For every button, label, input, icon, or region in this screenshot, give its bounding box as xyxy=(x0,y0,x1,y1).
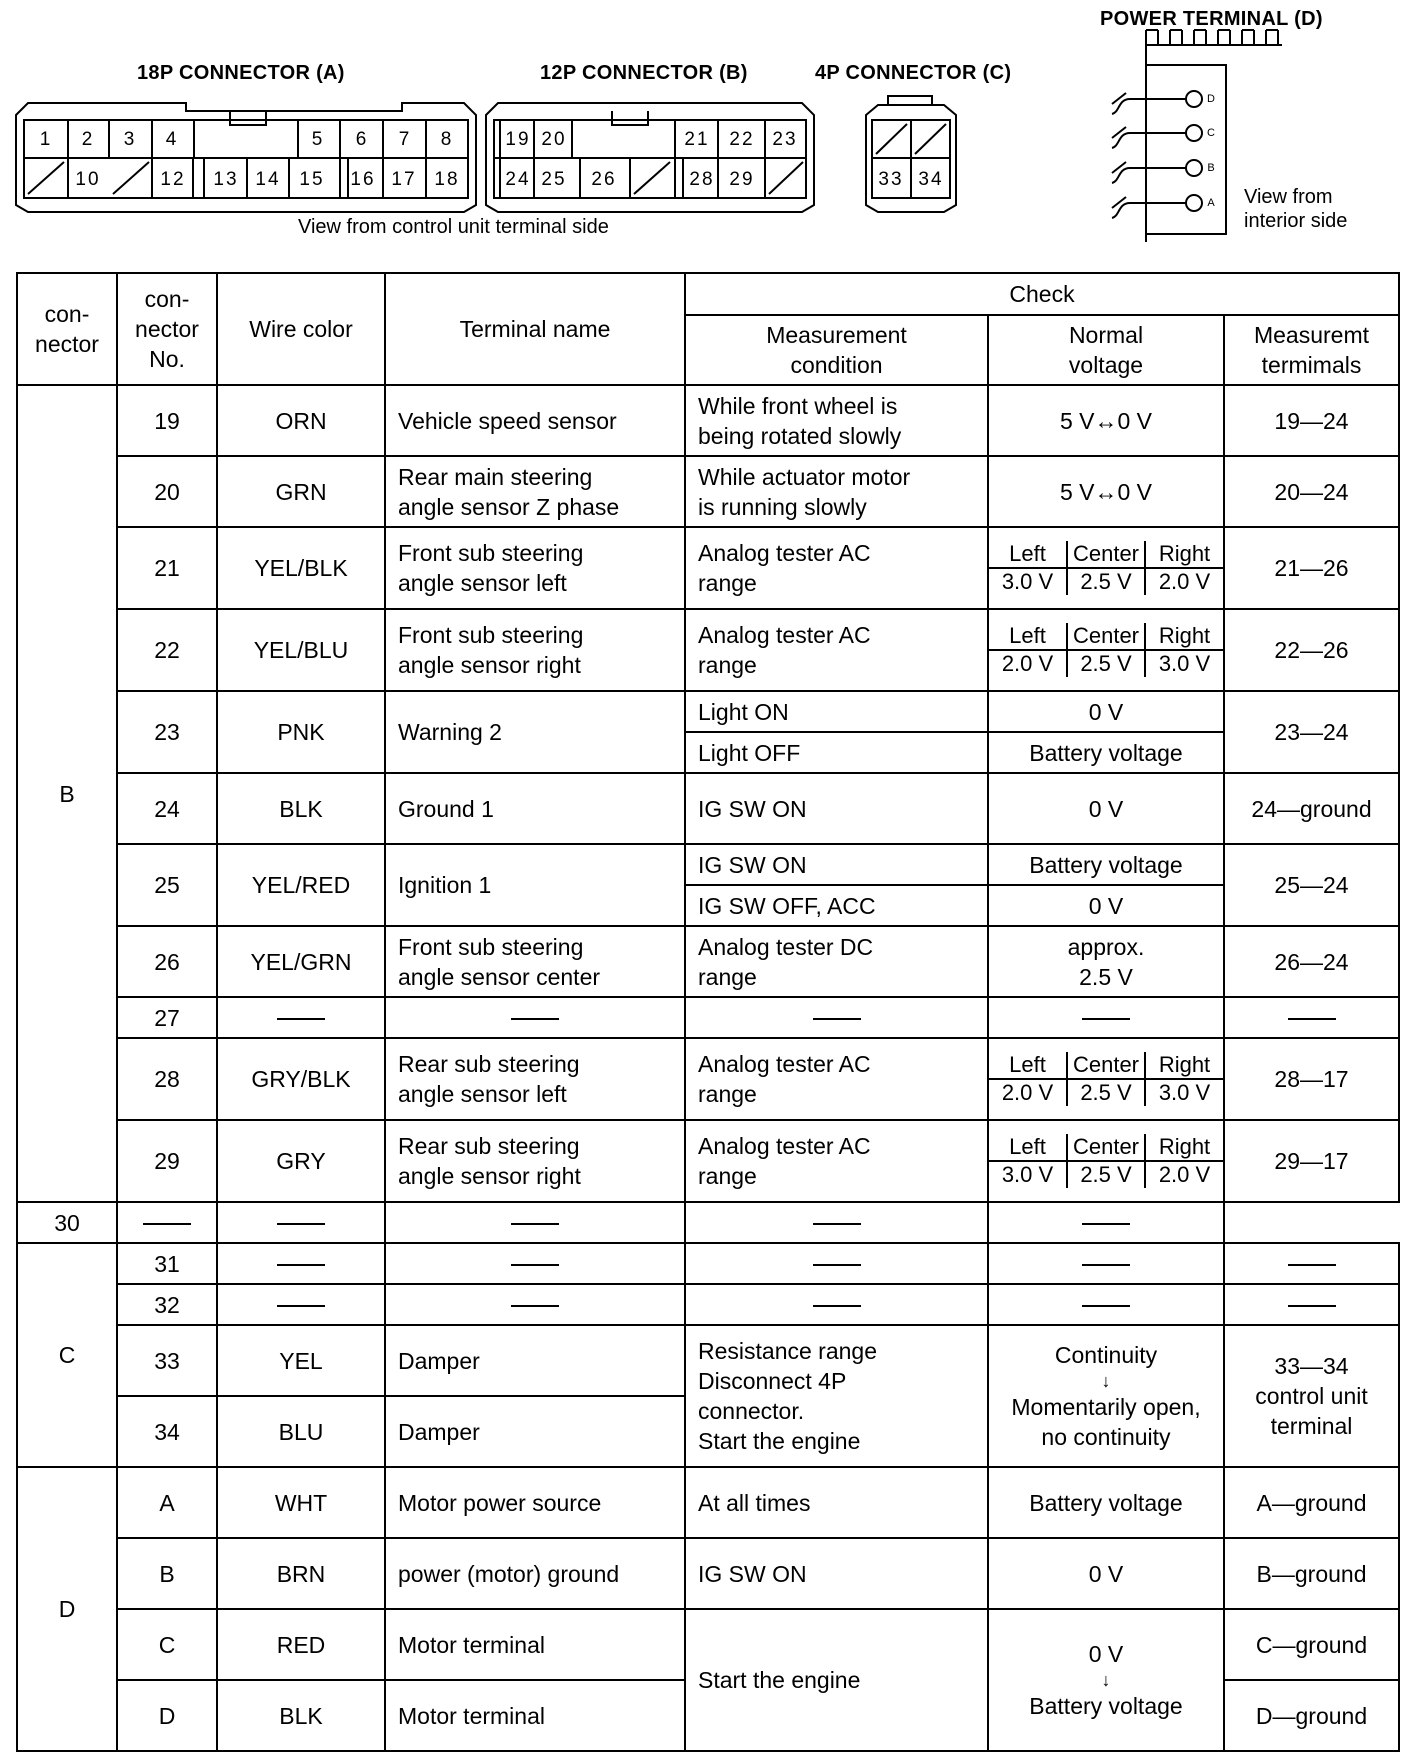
sub-right-label: Right xyxy=(1145,623,1223,650)
empty-dash-cell xyxy=(988,997,1224,1038)
voltage-right: 3.0 V xyxy=(1145,650,1223,677)
condition-cell: Light OFF xyxy=(685,732,988,773)
header-normal-voltage: Normal voltage xyxy=(988,315,1224,385)
connector-group-d: D xyxy=(17,1467,117,1751)
voltage-center: 2.5 V xyxy=(1067,1079,1145,1106)
table-row xyxy=(17,926,1399,997)
dash xyxy=(511,1264,559,1266)
dash xyxy=(813,1305,861,1307)
wire-color-cell: YEL/GRN xyxy=(217,926,385,997)
header-connector-no: con- nector No. xyxy=(117,273,217,385)
down-arrow-icon: ↓ xyxy=(1101,1670,1111,1690)
pin-number-label: 6 xyxy=(355,129,369,150)
terminals-cell: 22—26 xyxy=(1224,609,1399,691)
pin-number-label: 15 xyxy=(299,169,325,190)
wire-color-cell: GRN xyxy=(217,456,385,527)
empty-dash-cell xyxy=(385,1243,685,1284)
pin-cell: D xyxy=(117,1680,217,1751)
dash xyxy=(511,1018,559,1020)
header-wire-color: Wire color xyxy=(217,273,385,385)
wire-color-cell: BLK xyxy=(217,773,385,844)
dash xyxy=(277,1223,325,1225)
down-arrow-icon: ↓ xyxy=(1101,1371,1111,1391)
table-row xyxy=(17,527,1399,609)
terminals-cell: D—ground xyxy=(1224,1680,1399,1751)
terminal-name-cell: Motor terminal xyxy=(385,1680,685,1751)
condition-cell: Analog tester AC range xyxy=(685,527,988,609)
empty-dash-cell xyxy=(385,1202,685,1243)
voltage-after: Battery voltage xyxy=(1029,1693,1183,1719)
pin-number-label: 12 xyxy=(160,169,186,190)
terminals-cell: A—ground xyxy=(1224,1467,1399,1538)
terminal-name-cell: power (motor) ground xyxy=(385,1538,685,1609)
dash xyxy=(277,1018,325,1020)
pin-cell: 22 xyxy=(117,609,217,691)
connector-diagram xyxy=(0,0,1408,260)
empty-dash-cell xyxy=(988,1202,1224,1243)
terminals-cell: 29—17 xyxy=(1224,1120,1399,1202)
pin-number-label: 7 xyxy=(398,129,412,150)
wire-color-cell: YEL/RED xyxy=(217,844,385,926)
empty-dash-cell xyxy=(385,1284,685,1325)
voltage-cell: 0 V xyxy=(988,1538,1224,1609)
sub-left-label: Left xyxy=(989,623,1067,650)
empty-dash-cell xyxy=(1224,997,1399,1038)
pin-number-label: 2 xyxy=(81,129,95,150)
pin-cell: 34 xyxy=(117,1396,217,1467)
header-measurement-terminals: Measuremt termimals xyxy=(1224,315,1399,385)
pin-number-label: 28 xyxy=(689,169,715,190)
sub-center-label: Center xyxy=(1067,623,1145,650)
empty-dash-cell xyxy=(217,1202,385,1243)
voltage-cell: 5 V↔0 V xyxy=(988,456,1224,527)
pin-number-label: 29 xyxy=(729,169,755,190)
pin-number-label: 20 xyxy=(541,129,567,150)
pin-cell: 19 xyxy=(117,385,217,456)
terminals-cell: 21—26 xyxy=(1224,527,1399,609)
table-row xyxy=(17,1609,1399,1680)
pin-cell: 27 xyxy=(117,997,217,1038)
wire-color-cell: YEL xyxy=(217,1325,385,1396)
terminal-name-cell: Front sub steering angle sensor left xyxy=(385,527,685,609)
connector-b-body xyxy=(486,103,814,212)
dash xyxy=(277,1305,325,1307)
pin-cell: 21 xyxy=(117,527,217,609)
pin-cell: A xyxy=(117,1467,217,1538)
table-row xyxy=(17,1538,1399,1609)
voltage-split-cell xyxy=(988,527,1224,609)
voltage-center: 2.5 V xyxy=(1067,1161,1145,1188)
empty-dash-cell xyxy=(988,1284,1224,1325)
pin-cell: 30 xyxy=(17,1202,117,1243)
sub-left-label: Left xyxy=(989,1134,1067,1161)
voltage-cell: 5 V↔0 V xyxy=(988,385,1224,456)
pin-number-label: D xyxy=(1207,93,1217,105)
voltage-cell: 0 V xyxy=(988,885,1224,926)
connector-group-b: B xyxy=(17,385,117,1202)
terminal-name-cell: Warning 2 xyxy=(385,691,685,773)
dash xyxy=(1082,1264,1130,1266)
condition-cell: While front wheel is being rotated slowly xyxy=(685,385,988,456)
voltage-cell: Battery voltage xyxy=(988,844,1224,885)
dash xyxy=(813,1264,861,1266)
pin-cell: 33 xyxy=(117,1325,217,1396)
table-row xyxy=(17,844,1399,885)
dash xyxy=(511,1223,559,1225)
voltage-right: 2.0 V xyxy=(1145,1161,1223,1188)
wire-color-cell: WHT xyxy=(217,1467,385,1538)
empty-dash-cell xyxy=(117,1202,217,1243)
terminal-name-cell: Front sub steering angle sensor center xyxy=(385,926,685,997)
pin-cell: 28 xyxy=(117,1038,217,1120)
terminal-name-cell: Motor terminal xyxy=(385,1609,685,1680)
header-connector: con- nector xyxy=(17,273,117,385)
terminals-cell: 25—24 xyxy=(1224,844,1399,926)
wire-color-cell: YEL/BLK xyxy=(217,527,385,609)
empty-dash-cell xyxy=(685,1284,988,1325)
table-row xyxy=(17,385,1399,456)
voltage-left: 3.0 V xyxy=(1001,1162,1054,1187)
terminal-name-cell: Rear sub steering angle sensor right xyxy=(385,1120,685,1202)
dash xyxy=(813,1018,861,1020)
pin-number-label: 18 xyxy=(434,169,460,190)
condition-cell: Light ON xyxy=(685,691,988,732)
pin-number-label: 34 xyxy=(918,169,944,190)
condition-cell: Analog tester DC range xyxy=(685,926,988,997)
pin-cell: 29 xyxy=(117,1120,217,1202)
connector-c-body xyxy=(866,96,956,212)
condition-cell: IG SW ON xyxy=(685,1538,988,1609)
condition-cell: While actuator motor is running slowly xyxy=(685,456,988,527)
voltage-before: Continuity xyxy=(1054,1342,1158,1368)
terminal-name-cell: Vehicle speed sensor xyxy=(385,385,685,456)
voltage-cell: Battery voltage xyxy=(988,1467,1224,1538)
sub-right-label: Right xyxy=(1145,1052,1223,1079)
table-row xyxy=(17,997,1399,1038)
table-row xyxy=(17,1284,1399,1325)
sub-right-label: Right xyxy=(1145,1134,1223,1161)
voltage-cell xyxy=(988,1325,1224,1467)
table-row xyxy=(17,1467,1399,1538)
sub-left-label: Left xyxy=(989,541,1067,568)
table-row xyxy=(17,1243,1399,1284)
connector-b-label: 12P CONNECTOR (B) xyxy=(540,62,748,84)
voltage-cell: 0 V xyxy=(988,691,1224,732)
terminals-cell: 20—24 xyxy=(1224,456,1399,527)
terminals-cell: 28—17 xyxy=(1224,1038,1399,1120)
pin-number-label: 26 xyxy=(591,169,617,190)
wire-color-cell: PNK xyxy=(217,691,385,773)
wire-color-cell: RED xyxy=(217,1609,385,1680)
pin-number-label: 23 xyxy=(772,129,798,150)
pin-number-label: 21 xyxy=(684,129,710,150)
voltage-left: 2.0 V xyxy=(1001,1080,1054,1105)
dash xyxy=(1288,1305,1336,1307)
terminal-name-cell: Rear main steering angle sensor Z phase xyxy=(385,456,685,527)
pin-number-label: 22 xyxy=(729,129,755,150)
pin-number-label: 25 xyxy=(541,169,567,190)
dash xyxy=(1082,1305,1130,1307)
dash xyxy=(143,1223,191,1225)
pin-number-label: 1 xyxy=(39,129,53,150)
voltage-cell xyxy=(988,1609,1224,1751)
pin-cell: 25 xyxy=(117,844,217,926)
pin-cell: 24 xyxy=(117,773,217,844)
terminal-spec-table xyxy=(16,272,1400,1752)
table-row xyxy=(17,773,1399,844)
table-row xyxy=(17,1038,1399,1120)
voltage-right: 2.0 V xyxy=(1145,568,1223,595)
terminal-name-cell: Ignition 1 xyxy=(385,844,685,926)
voltage-center: 2.5 V xyxy=(1067,650,1145,677)
wire-color-cell: BLK xyxy=(217,1680,385,1751)
table-row xyxy=(17,1202,1399,1243)
voltage-split-cell xyxy=(988,609,1224,691)
condition-cell: IG SW OFF, ACC xyxy=(685,885,988,926)
voltage-cell: approx. 2.5 V xyxy=(988,926,1224,997)
terminal-name-cell: Motor power source xyxy=(385,1467,685,1538)
condition-cell: Resistance range Disconnect 4P connector. Start the engine xyxy=(685,1325,988,1467)
terminal-name-cell: Front sub steering angle sensor right xyxy=(385,609,685,691)
pin-cell: 20 xyxy=(117,456,217,527)
condition-cell: At all times xyxy=(685,1467,988,1538)
voltage-right: 3.0 V xyxy=(1145,1079,1223,1106)
pin-number-label: A xyxy=(1207,197,1217,209)
empty-dash-cell xyxy=(385,997,685,1038)
dash xyxy=(511,1305,559,1307)
dash xyxy=(1082,1018,1130,1020)
wire-color-cell: GRY xyxy=(217,1120,385,1202)
pin-number-label: 19 xyxy=(505,129,531,150)
terminals-cell: 26—24 xyxy=(1224,926,1399,997)
sub-center-label: Center xyxy=(1067,1052,1145,1079)
pin-number-label: 3 xyxy=(123,129,137,150)
terminals-cell: 19—24 xyxy=(1224,385,1399,456)
pin-number-label: 24 xyxy=(505,169,531,190)
pin-number-label: 16 xyxy=(350,169,376,190)
table-row xyxy=(17,1325,1399,1396)
terminals-cell: 23—24 xyxy=(1224,691,1399,773)
table-row xyxy=(17,609,1399,691)
empty-dash-cell xyxy=(685,997,988,1038)
sub-right-label: Right xyxy=(1145,541,1223,568)
condition-cell: Start the engine xyxy=(685,1609,988,1751)
table-row xyxy=(17,691,1399,732)
pin-cell: C xyxy=(117,1609,217,1680)
sub-center-label: Center xyxy=(1067,541,1145,568)
terminal-name-cell: Damper xyxy=(385,1325,685,1396)
sub-center-label: Center xyxy=(1067,1134,1145,1161)
condition-cell: Analog tester AC range xyxy=(685,1038,988,1120)
condition-cell: IG SW ON xyxy=(685,844,988,885)
voltage-center: 2.5 V xyxy=(1067,568,1145,595)
connector-a-body xyxy=(16,103,476,212)
empty-dash-cell xyxy=(217,1243,385,1284)
voltage-cell: 0 V xyxy=(988,773,1224,844)
empty-dash-cell xyxy=(685,1243,988,1284)
terminals-cell: 33—34 control unit terminal xyxy=(1224,1325,1399,1467)
voltage-left: 3.0 V xyxy=(1001,569,1054,594)
voltage-split-cell xyxy=(988,1120,1224,1202)
pin-cell: 32 xyxy=(117,1284,217,1325)
interior-view-note-line1: View from xyxy=(1244,186,1333,208)
dash xyxy=(277,1264,325,1266)
terminals-cell: C—ground xyxy=(1224,1609,1399,1680)
condition-cell: Analog tester AC range xyxy=(685,609,988,691)
connector-c-label: 4P CONNECTOR (C) xyxy=(815,62,1012,84)
voltage-cell: Battery voltage xyxy=(988,732,1224,773)
pin-number-label: 10 xyxy=(75,169,101,190)
pin-number-label: 14 xyxy=(255,169,281,190)
wire-color-cell: ORN xyxy=(217,385,385,456)
condition-cell: Analog tester AC range xyxy=(685,1120,988,1202)
terminal-name-cell: Ground 1 xyxy=(385,773,685,844)
power-terminal-label: POWER TERMINAL (D) xyxy=(1100,8,1323,30)
voltage-split-cell xyxy=(988,1038,1224,1120)
pin-number-label: 5 xyxy=(311,129,325,150)
empty-dash-cell xyxy=(685,1202,988,1243)
empty-dash-cell xyxy=(1224,1243,1399,1284)
header-measurement-condition: Measurement condition xyxy=(685,315,988,385)
table-row xyxy=(17,456,1399,527)
pin-number-label: 4 xyxy=(165,129,179,150)
table-row xyxy=(17,1120,1399,1202)
pin-number-label: 8 xyxy=(440,129,454,150)
terminals-cell: 24—ground xyxy=(1224,773,1399,844)
pin-number-label: 13 xyxy=(213,169,239,190)
pin-cell: 23 xyxy=(117,691,217,773)
header-terminal-name: Terminal name xyxy=(385,273,685,385)
pin-number-label: B xyxy=(1207,162,1217,174)
voltage-after: Momentarily open, no continuity xyxy=(1011,1394,1201,1450)
pin-cell: B xyxy=(117,1538,217,1609)
terminals-cell: B—ground xyxy=(1224,1538,1399,1609)
interior-view-note-line2: interior side xyxy=(1244,210,1348,232)
view-note: View from control unit terminal side xyxy=(298,216,609,238)
wire-color-cell: BRN xyxy=(217,1538,385,1609)
pin-cell: 31 xyxy=(117,1243,217,1284)
sub-left-label: Left xyxy=(989,1052,1067,1079)
wire-color-cell: GRY/BLK xyxy=(217,1038,385,1120)
wire-color-cell: YEL/BLU xyxy=(217,609,385,691)
empty-dash-cell xyxy=(217,1284,385,1325)
connector-a-label: 18P CONNECTOR (A) xyxy=(137,62,345,84)
dash xyxy=(1288,1264,1336,1266)
pin-number-label: C xyxy=(1207,127,1217,139)
dash xyxy=(1082,1223,1130,1225)
empty-dash-cell xyxy=(988,1243,1224,1284)
pin-number-label: 17 xyxy=(391,169,417,190)
dash xyxy=(1288,1018,1336,1020)
voltage-before: 0 V xyxy=(1088,1641,1124,1667)
pin-number-label: 33 xyxy=(878,169,904,190)
dash xyxy=(813,1223,861,1225)
wire-color-cell: BLU xyxy=(217,1396,385,1467)
terminal-name-cell: Rear sub steering angle sensor left xyxy=(385,1038,685,1120)
connector-group-c: C xyxy=(17,1243,117,1467)
voltage-left: 2.0 V xyxy=(1001,651,1054,676)
header-check: Check xyxy=(685,273,1399,315)
terminal-name-cell: Damper xyxy=(385,1396,685,1467)
pin-cell: 26 xyxy=(117,926,217,997)
empty-dash-cell xyxy=(217,997,385,1038)
condition-cell: IG SW ON xyxy=(685,773,988,844)
empty-dash-cell xyxy=(1224,1284,1399,1325)
